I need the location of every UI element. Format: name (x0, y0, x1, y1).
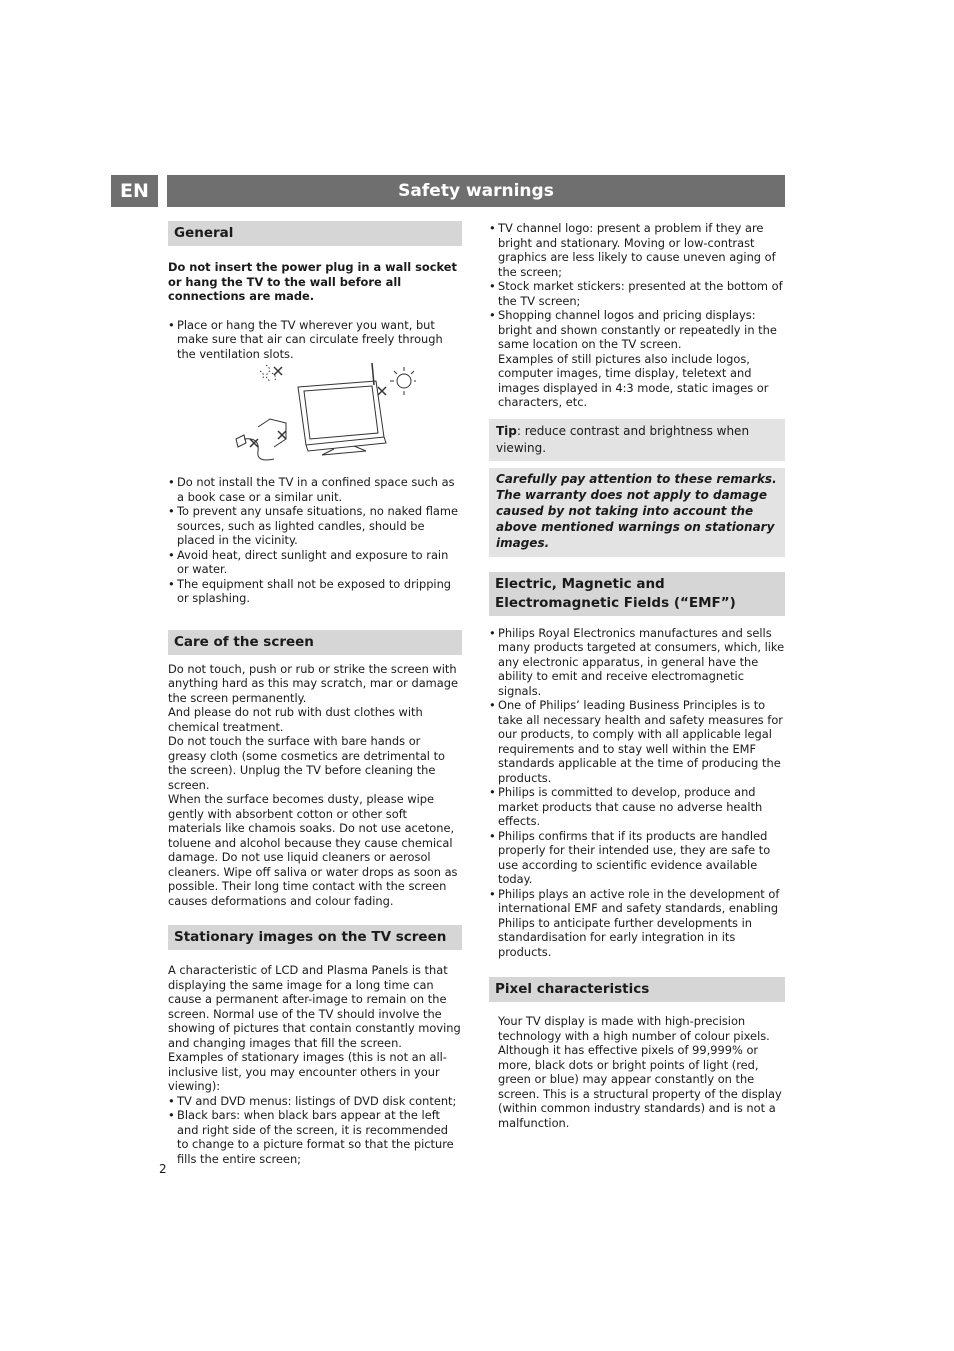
tip-text: : reduce contrast and brightness when viewing. (496, 423, 750, 455)
list-item: • Shopping channel logos and pricing displays: bright and shown constantly or repeatedly in the same location on the TV screen. (489, 308, 785, 352)
list-item: • One of Philips’ leading Business Principles is to take all necessary health and safety measures for our products, to comply with all applicable legal requirements and to stay well within the EMF standards applicable at the time of producing the products. (489, 698, 785, 785)
right-column (489, 221, 785, 1130)
general-warning: Do not insert the power plug in a wall socket or hang the TV to the wall before all connections are made. (168, 260, 457, 303)
list-item: • Philips confirms that if its products are handled properly for their intended use, they are safe to use according to scientific evidence available today. (489, 829, 785, 887)
care-text (168, 662, 462, 909)
list-item: • Avoid heat, direct sunlight and exposure to rain or water. (168, 548, 462, 577)
list-item: • TV and DVD menus: listings of DVD disk content; (168, 1094, 462, 1109)
emf-bullet-list (489, 626, 785, 960)
language-tab: EN (111, 175, 158, 207)
tip-box (489, 419, 785, 461)
care-paragraph: Do not touch, push or rub or strike the screen with anything hard as this may scratch, mar or damage the screen permanently. (168, 661, 458, 705)
stationary-paragraph: A characteristic of LCD and Plasma Panels is that displaying the same image for a long time can cause a permanent after-image to remain on the screen. Normal use of the TV should involve the showing of pictures that contain constantly moving and changing images that fill the screen. (168, 963, 461, 1050)
stationary-paragraph: Examples of stationary images (this is not an all-inclusive list, you may encounter others in your viewing): (168, 1050, 447, 1093)
list-item: • Do not install the TV in a confined space such as a book case or a similar unit. (168, 475, 462, 504)
care-paragraph: Do not touch the surface with bare hands or greasy cloth (some cosmetics are detrimental to the screen). Unplug the TV before cleaning the screen. (168, 734, 446, 792)
general-bullet-list (168, 475, 462, 606)
still-picture-examples: Examples of still pictures also include logos, computer images, time display, teletext and images displayed in 4:3 mode, static images or characters, etc. (498, 351, 769, 409)
left-column (168, 221, 462, 1166)
page-number: 2 (159, 1162, 167, 1176)
warranty-warning-box: Carefully pay attention to these remarks. The warranty does not apply to damage caused by not taking into account the above mentioned warnings on stationary images. (489, 468, 785, 557)
list-item: • Black bars: when black bars appear at the left and right side of the screen, it is recommended to change to a picture format so that the picture fills the entire screen; (168, 1108, 462, 1166)
list-item: • Philips Royal Electronics manufactures and sells many products targeted at consumers, which, like any electronic apparatus, in general have the ability to emit and receive electromagnetic signals. (489, 626, 785, 699)
emf-heading: Electric, Magnetic and Electromagnetic Fields (“EMF”) (489, 572, 785, 616)
care-heading: Care of the screen (168, 630, 462, 655)
stationary-heading: Stationary images on the TV screen (168, 925, 462, 950)
stationary-bullets-left (168, 1094, 462, 1167)
ventilation-illustration (226, 361, 416, 471)
page-title: Safety warnings (167, 175, 785, 207)
list-item: • Place or hang the TV wherever you want, but make sure that air can circulate freely through the ventilation slots. (168, 318, 462, 362)
list-item: • The equipment shall not be exposed to dripping or splashing. (168, 577, 462, 606)
list-item: • To prevent any unsafe situations, no naked flame sources, such as lighted candles, should be placed in the vicinity. (168, 504, 462, 548)
list-item: • Stock market stickers: presented at the bottom of the TV screen; (489, 279, 785, 308)
list-item: • TV channel logo: present a problem if they are bright and stationary. Moving or low-contrast graphics are less likely to cause uneven aging of the screen; (489, 221, 785, 279)
list-item: • Philips plays an active role in the development of international EMF and safety standards, enabling Philips to anticipate further developments in standardisation for early integration in its products. (489, 887, 785, 960)
general-placement-list (168, 318, 462, 362)
care-paragraph: And please do not rub with dust clothes with chemical treatment. (168, 705, 423, 734)
general-heading: General (168, 221, 462, 246)
list-item: • Philips is committed to develop, produce and market products that cause no adverse health effects. (489, 785, 785, 829)
stationary-text (168, 963, 462, 1094)
tip-label: Tip (496, 423, 517, 438)
care-paragraph: When the surface becomes dusty, please wipe gently with absorbent cotton or other soft materials like chamois soaks. Do not use acetone, toluene and alcohol because they cause chemical damage. Do not use liquid cleaners or aerosol cleaners. Wipe off saliva or water drops as soon as possible. Their long time contact with the screen causes deformations and colour fading. (168, 792, 458, 908)
stationary-bullets-right (489, 221, 785, 352)
pixel-text: Your TV display is made with high-precision technology with a high number of colour pixels. Although it has effective pixels of 99,999% or more, black dots or bright points of light (red, green or blue) may appear constantly on the screen. This is a structural property of the display (within common industry standards) and is not a malfunction. (498, 1014, 782, 1130)
pixel-heading: Pixel characteristics (489, 977, 785, 1002)
